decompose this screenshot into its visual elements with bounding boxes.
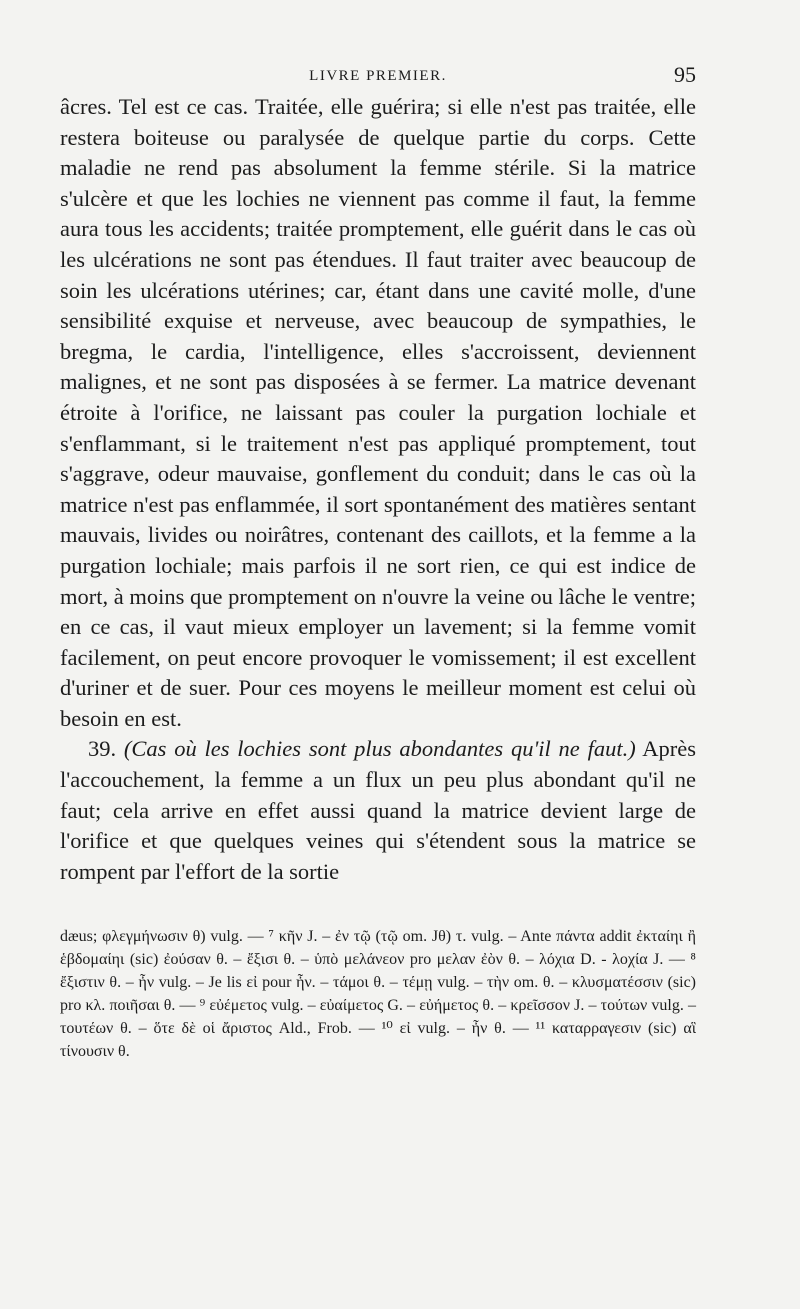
- running-title: LIVRE PREMIER.: [309, 68, 447, 84]
- paragraph-39: [60, 734, 696, 887]
- section-heading: (Cas où les lochies sont plus abondantes qu'il ne faut.): [123, 736, 636, 762]
- footnotes: [60, 925, 696, 1063]
- running-head: [60, 62, 696, 92]
- paragraph-1: âcres. Tel est ce cas. Traitée, elle guérira; si elle n'est pas traitée, elle restera boiteuse ou paralysée de quelque partie du corps. Cette maladie ne rend pas absolument la femme stérile. Si la matrice s'ulcère et que les lochies ne viennent pas comme il faut, la femme aura tous les accidents; traitée promptement, elle guérit dans le cas où les ulcérations ne sont pas étendues. Il faut traiter avec beaucoup de soin les ulcérations utérines; car, étant dans une cavité molle, d'une sensibilité exquise et nerveuse, avec beaucoup de sympathies, le bregma, le cardia, l'intelligence, elles s'accroissent, deviennent malignes, et ne sont pas disposées à se fermer. La matrice devenant étroite à l'orifice, ne laissant pas couler la purgation lochiale et s'enflammant, si le traitement n'est pas appliqué promptement, tout s'aggrave, odeur mauvaise, gonflement du conduit; dans le cas où la matrice n'est pas enflammée, il sort spontanément des matières sentant mauvais, livides ou noirâtres, contenant des caillots, et la femme a la purgation lochiale; mais parfois il ne sort rien, ce qui est indice de mort, à moins que promptement on n'ouvre la veine ou lâche le ventre; en ce cas, il vaut mieux employer un lavement; si la femme vomit facilement, on peut encore provoquer le vomissement; il est excellent d'uriner et de suer. Pour ces moyens le meilleur moment est celui où besoin en est.: [60, 94, 696, 731]
- page-number: 95: [674, 62, 696, 87]
- section-number: 39.: [88, 736, 117, 762]
- footnote-text: dæus; φλεγμήνωσιν θ) vulg. — ⁷ κῆν J. – ἐν τῷ (τῷ om. Jθ) τ. vulg. – Ante πάντα addit ἐκταίηι ἢ ἑβδομαίηι (sic) ἐούσαν θ. – ἔξισι θ. – ὑπὸ μελάνεον pro μελαν ἐὸν θ. – λόχια D. - λοχία J. — ⁸ ἔξιστιν θ. – ἦν vulg. – Je lis εἰ pour ἦν. – τάμοι θ. – τέμῃ vulg. – τὴν om. θ. – κλυσματέσσιν (sic) pro κλ. ποιῆσαι θ. — ⁹ εὐέμετος vulg. – εὐαίμετος G. – εὐήμετος θ. – κρεῖσσον J. – τούτων vulg. – τουτέων θ. – ὅτε δὲ οἱ ἄριστος Ald., Frob. — ¹⁰ εἰ vulg. – ἦν θ. — ¹¹ καταρραγεσιν (sic) αἳ τίνουσιν θ.: [60, 928, 696, 1061]
- section-text: Après l'accouchement, la femme a un flux un peu plus abondant qu'il ne faut; cela arrive en effet aussi quand la matrice devient large de l'orifice et que quelques veines qui s'étendent sous la matrice se rompent par l'effort de la sortie: [60, 736, 697, 884]
- main-text: [60, 92, 696, 887]
